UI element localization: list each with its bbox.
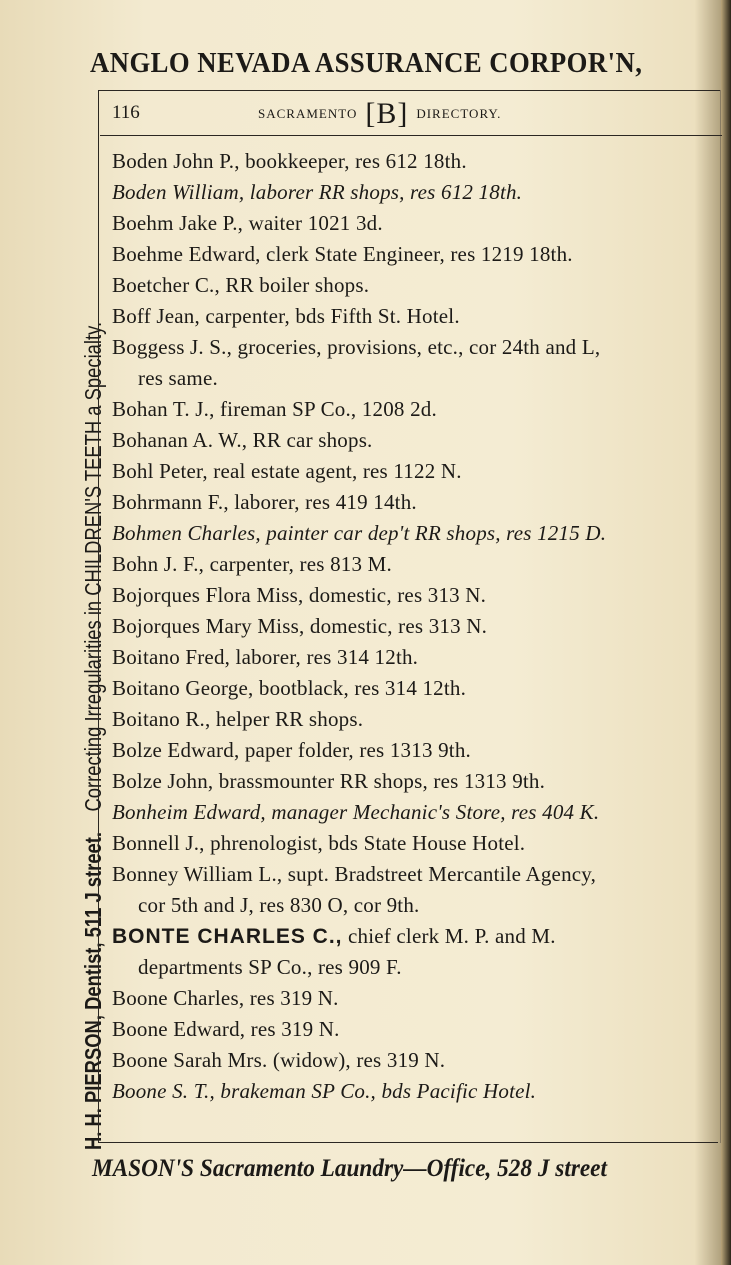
directory-entry: Boden John P., bookkeeper, res 612 18th. xyxy=(112,149,467,173)
bottom-advertisement-banner: MASON'S Sacramento Laundry—Office, 528 J street xyxy=(92,1155,607,1182)
directory-entry: Bohl Peter, real estate agent, res 1122 N. xyxy=(112,459,462,483)
book-spine-shadow xyxy=(721,0,731,1265)
directory-entry: Boehm Jake P., waiter 1021 3d. xyxy=(112,211,383,235)
directory-entry: Bonheim Edward, manager Mechanic's Store, res 404 K. xyxy=(112,800,600,824)
directory-entry: Bohmen Charles, painter car dep't RR shops, res 1215 D. xyxy=(112,521,607,545)
directory-entry: Bonney William L., supt. Bradstreet Mercantile Agency, xyxy=(112,862,597,886)
directory-entry: Bojorques Mary Miss, domestic, res 313 N. xyxy=(112,614,488,638)
header-rule xyxy=(100,135,722,136)
side-banner-address: 511 J street. xyxy=(79,831,106,938)
directory-entry: Boitano R., helper RR shops. xyxy=(112,707,364,731)
directory-entry: Boden William, laborer RR shops, res 612 18th. xyxy=(112,180,523,204)
frame-right-rule xyxy=(720,90,721,1143)
directory-entry: Boitano Fred, laborer, res 314 12th. xyxy=(112,645,419,669)
entry-text: chief clerk M. P. and M. xyxy=(347,924,556,948)
directory-entry: Bohrmann F., laborer, res 419 14th. xyxy=(112,490,417,514)
entry-name-caps: BONTE CHARLES C., xyxy=(112,925,343,948)
side-banner-title: Dentist, xyxy=(79,942,106,1010)
directory-entry-continuation: departments SP Co., res 909 F. xyxy=(138,955,402,979)
page-header xyxy=(100,96,700,132)
directory-entry: Bolze John, brassmounter RR shops, res 1313 9th. xyxy=(112,769,546,793)
side-banner-name: H. H. PIERSON, xyxy=(79,1015,106,1150)
directory-entry: Boitano George, bootblack, res 314 12th. xyxy=(112,676,467,700)
directory-entry: Bohanan A. W., RR car shops. xyxy=(112,428,373,452)
directory-entry: Boggess J. S., groceries, provisions, etc., cor 24th and L, xyxy=(112,335,601,359)
directory-entries xyxy=(112,146,712,1107)
top-advertisement-banner: ANGLO NEVADA ASSURANCE CORPOR'N, xyxy=(90,47,643,79)
directory-entry: Bolze Edward, paper folder, res 1313 9th. xyxy=(112,738,471,762)
directory-entry-continuation: res same. xyxy=(138,366,218,390)
directory-entry: Boehme Edward, clerk State Engineer, res 1219 18th. xyxy=(112,242,573,266)
directory-entry: Bojorques Flora Miss, domestic, res 313 N. xyxy=(112,583,487,607)
directory-entry: Bohan T. J., fireman SP Co., 1208 2d. xyxy=(112,397,437,421)
directory-entry: Bonnell J., phrenologist, bds State House Hotel. xyxy=(112,831,526,855)
directory-entry: Boetcher C., RR boiler shops. xyxy=(112,273,370,297)
directory-entry: Boone Edward, res 319 N. xyxy=(112,1017,340,1041)
page-number: 116 xyxy=(112,102,140,123)
directory-entry: Boone Sarah Mrs. (widow), res 319 N. xyxy=(112,1048,446,1072)
directory-entry: Boone Charles, res 319 N. xyxy=(112,986,339,1010)
directory-entry: Boff Jean, carpenter, bds Fifth St. Hotel. xyxy=(112,304,460,328)
running-title-right: DIRECTORY. xyxy=(416,106,502,121)
directory-entry: Boone S. T., brakeman SP Co., bds Pacific Hotel. xyxy=(112,1079,537,1103)
directory-entry xyxy=(112,921,712,952)
section-letter: [B] xyxy=(365,97,409,130)
frame-top-rule xyxy=(98,90,720,91)
running-title xyxy=(258,96,501,132)
running-title-left: SACRAMENTO xyxy=(258,106,358,121)
directory-entry: Bohn J. F., carpenter, res 813 M. xyxy=(112,552,392,576)
frame-bottom-rule xyxy=(98,1142,718,1143)
directory-entry-continuation: cor 5th and J, res 830 O, cor 9th. xyxy=(138,893,420,917)
side-banner-tagline: Correcting Irregularities in CHILDREN'S TEETH a Specialty. xyxy=(79,321,106,812)
